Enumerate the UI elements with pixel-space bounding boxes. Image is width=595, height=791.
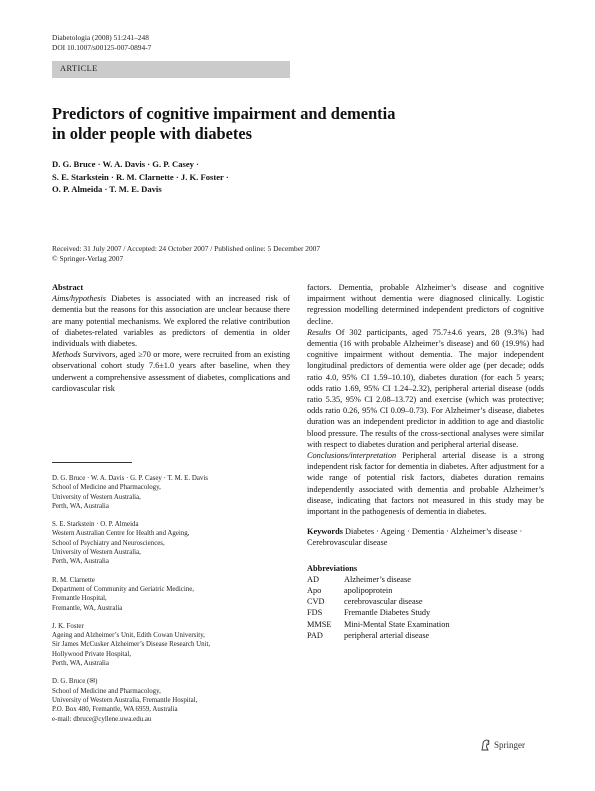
affiliation-line: Fremantle, WA, Australia: [52, 604, 123, 612]
conclusions-label: Conclusions/interpretation: [307, 451, 397, 461]
affiliation-line: Ageing and Alzheimer’s Unit, Edith Cowan University,: [52, 632, 205, 640]
results-label: Results: [307, 327, 331, 337]
affiliation-block: [52, 677, 292, 723]
journal-doi: DOI 10.1007/s00125-007-0894-7: [52, 42, 152, 52]
abbreviation-row: [307, 630, 544, 641]
aims-text: Diabetes is associated with an increased risk of dementia but the reasons for this association are unclear because there are many potential mechanisms. We explored the relative contribution of diabetes-related variables as predictors of dementia in older individuals with diabetes.: [52, 294, 290, 349]
journal-citation: Diabetologia (2008) 51:241–248: [52, 33, 149, 42]
affiliation-line: Perth, WA, Australia: [52, 558, 109, 566]
journal-info: [52, 33, 151, 52]
abbreviation-value: Alzheimer’s disease: [344, 574, 411, 584]
abstract-methods: [52, 349, 290, 394]
abbreviation-value: Fremantle Diabetes Study: [344, 608, 431, 618]
affiliation-line: Perth, WA, Australia: [52, 502, 109, 510]
abbreviation-value: apolipoprotein: [344, 586, 393, 596]
affiliation-line: University of Western Australia,: [52, 493, 141, 501]
abbreviation-key: FDS: [307, 608, 323, 618]
affiliation-line: School of Psychiatry and Neurosciences,: [52, 539, 165, 547]
conclusions-text: Peripheral arterial disease is a strong independent risk factor for dementia in diabetes. After adjustment for a wide range of potential risk factors, diabetes duration remains independently associated with dementia and probable Alzheimer’s disease, indicating that factors not measured in this study may be important in the pathogenesis of dementia in diabetes.: [307, 451, 544, 517]
authors-line-1: D. G. Bruce · W. A. Davis · G. P. Casey ·: [52, 159, 199, 169]
affiliation-line: S. E. Starkstein · O. P. Almeida: [52, 521, 139, 529]
keywords-text: Diabetes · Ageing · Dementia · Alzheimer’s disease · Cerebrovascular disease: [307, 527, 523, 548]
publisher-name: Springer: [494, 740, 525, 750]
affiliation-line: D. G. Bruce · W. A. Davis · G. P. Casey · T. M. E. Davis: [52, 475, 208, 482]
abbreviation-value: Mini-Mental State Examination: [344, 619, 450, 629]
section-bar: [52, 61, 290, 78]
methods-text: Survivors, aged ≥70 or more, were recruited from an existing observational cohort study 7.6±1.0 years after baseline, when they underwent a comprehensive assessment of diabetes, complications and cardiovascular risk: [52, 350, 290, 393]
affiliation-block: [52, 576, 292, 613]
abbreviation-key: MMSE: [307, 619, 332, 629]
abbreviations-heading: Abbreviations: [307, 563, 358, 573]
affiliation-line: Western Australian Centre for Health and Ageing,: [52, 530, 190, 538]
affiliation-block: [52, 474, 292, 511]
methods-label: Methods: [52, 350, 81, 360]
authors-line-2: S. E. Starkstein · R. M. Clarnette · J. K. Foster ·: [52, 171, 229, 182]
affiliation-line: J. K. Foster: [52, 622, 84, 630]
abbreviations-list: [307, 574, 544, 641]
abbreviation-key: CVD: [307, 597, 325, 607]
affiliation-line: Sir James McCusker Alzheimer’s Disease Research Unit,: [52, 641, 211, 649]
footnote-divider: [52, 462, 132, 463]
affiliation-line: Fremantle Hospital,: [52, 595, 107, 603]
title-line-2: in older people with diabetes: [52, 124, 253, 143]
abstract-right-column: [307, 282, 544, 641]
affiliation-line: Perth, WA, Australia: [52, 660, 109, 668]
keywords: [307, 526, 544, 548]
abbreviation-row: [307, 619, 544, 630]
affiliation-line: School of Medicine and Pharmacology,: [52, 687, 161, 695]
abstract-aims: [52, 293, 290, 349]
affiliations: [52, 474, 292, 733]
affiliation-block: [52, 520, 292, 566]
abstract-heading: Abstract: [52, 283, 84, 292]
abbreviation-key: Apo: [307, 586, 322, 596]
title-line-1: Predictors of cognitive impairment and dementia: [52, 104, 396, 123]
affiliation-line: P.O. Box 480, Fremantle, WA 6959, Australia: [52, 706, 178, 714]
affiliation-line: R. M. Clarnette: [52, 576, 95, 584]
section-label: ARTICLE: [60, 64, 98, 73]
results-text: Of 302 participants, aged 75.7±4.6 years, 28 (9.3%) had dementia (16 with probable Alzheimer’s disease) and 60 (19.9%) had cognitive impairment without dementia. The major independent longitudinal predictors of dementia were older age (per decade; odds ratio 4.0, 95% CI 1.59–10.10), diabetes duration (for each 5 years; odds ratio 1.69, 95% CI 1.24–2.32), peripheral arterial disease (odds ratio 5.35, 95% CI 2.08–13.72) and exercise (which was protective; odds ratio 0.26, 95% CI 0.09–0.73). For Alzheimer’s disease, diabetes duration was an independent predictor in addition to age and diastolic blood pressure. The results of the cross-sectional analyses were similar with respect to diabetes duration and peripheral arterial disease.: [307, 327, 544, 449]
publisher-logo: [480, 739, 525, 751]
methods-continued: factors. Dementia, probable Alzheimer’s disease and cognitive impairment without dementia were diagnosed clinically. Logistic regression modelling determined independent predictors of cognitive decline.: [307, 283, 544, 326]
affiliation-line: Hollywood Private Hospital,: [52, 650, 132, 658]
aims-label: Aims/hypothesis: [52, 294, 106, 304]
article-title: [52, 104, 472, 144]
affiliation-line: D. G. Bruce (✉): [52, 678, 98, 686]
authors-line-3: O. P. Almeida · T. M. E. Davis: [52, 184, 162, 195]
abbreviation-value: cerebrovascular disease: [344, 597, 423, 607]
affiliation-line: Department of Community and Geriatric Medicine,: [52, 585, 194, 593]
copyright-line: © Springer-Verlag 2007: [52, 253, 124, 263]
abbreviation-value: peripheral arterial disease: [344, 630, 430, 640]
affiliation-line: University of Western Australia,: [52, 549, 141, 557]
affiliation-line: School of Medicine and Pharmacology,: [52, 484, 161, 492]
abbreviation-row: [307, 607, 544, 618]
history-dates: Received: 31 July 2007 / Accepted: 24 October 2007 / Published online: 5 December 2007: [52, 244, 321, 253]
abbreviation-key: AD: [307, 574, 319, 584]
abbreviation-key: PAD: [307, 630, 323, 640]
author-list: [52, 158, 352, 196]
affiliation-line[interactable]: e-mail: dbruce@cyllene.uwa.edu.au: [52, 715, 152, 723]
springer-horse-icon: [480, 739, 491, 751]
keywords-label: Keywords: [307, 527, 343, 537]
abbreviation-row: [307, 574, 544, 585]
abstract-results: [307, 327, 544, 450]
publication-history: [52, 244, 320, 263]
affiliation-line: University of Western Australia, Fremantle Hospital,: [52, 696, 198, 704]
affiliation-block: [52, 622, 292, 668]
abstract-conclusions: [307, 450, 544, 517]
abbreviation-row: [307, 596, 544, 607]
abbreviation-row: [307, 585, 544, 596]
abstract-left-column: [52, 282, 290, 394]
